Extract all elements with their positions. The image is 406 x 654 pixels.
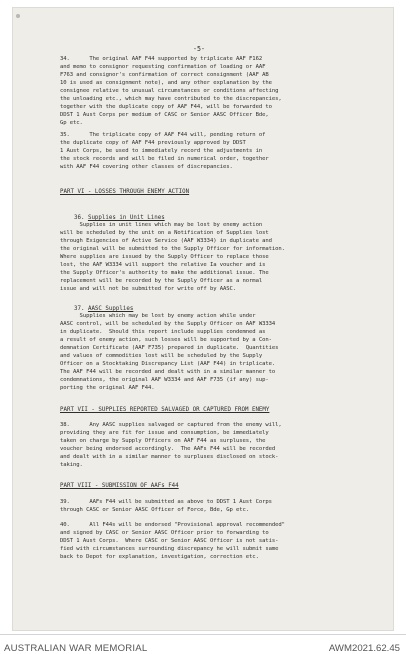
punch-hole (16, 14, 20, 18)
paragraph-35: 35. The triplicate copy of AAF F44 will, pending return of the duplicate copy of AAF F44 previously approved by DDST 1 Aust Corps, be used to immediately record the adjustments in the stock records and will be filed in numerical order, together with AAF F44 covering other classes of discrepancies. (60, 132, 269, 170)
paragraph-34: 34. The original AAF F44 supported by triplicate AAF F162 and memo to consignor requesting confirmation of loading or AAF F763 and consignor's confirmation of correct consignment (AAF AB 10 is used as consignment note), and any other explanation by the consignee relative to unusual circumstances or conditions affecting the unloading etc., which may have contributed to the discrepancies, together with the duplicate copy of AAF F44, will be forwarded to DDST 1 Aust Corps per medium of CASC or Senior AASC Officer Bde, Gp etc. (60, 56, 282, 126)
paragraph-39: 39. AAFs F44 will be submitted as above to DDST 1 Aust Corps through CASC or Senior AASC Officer of Force, Bde, Gp etc. (60, 499, 272, 513)
section-36-number: 36. (73, 215, 85, 221)
footer-accession-number: AWM2021.62.45 (328, 643, 400, 654)
part-6-heading: PART VI - LOSSES THROUGH ENEMY ACTION (60, 189, 190, 195)
part-8-heading: PART VIII - SUBMISSION OF AAFs F44 (60, 483, 179, 489)
footer-institution: AUSTRALIAN WAR MEMORIAL (4, 643, 148, 654)
document-page (13, 8, 393, 630)
section-37-number: 37. (73, 306, 85, 312)
page-number: -5- (193, 45, 205, 53)
part-7-heading: PART VII - SUPPLIES REPORTED SALVAGED OR CAPTURED FROM ENEMY (60, 407, 270, 413)
section-36-title: Supplies in Unit Lines (87, 215, 165, 221)
archive-footer (0, 634, 406, 654)
paragraph-40: 40. All F44s will be endorsed "Provisional approval recommended" and signed by CASC or Senior AASC Officer prior to forwarding to DDST 1 Aust Corps. Where CASC or Senior AASC Officer is not satis- fied with circumstances surrounding discrepancy he will submit same back to Depot for explanation, investigation, correction etc. (60, 522, 285, 560)
paragraph-37: Supplies which may be lost by enemy action while under AASC control, will be scheduled by the Supply Officer on AAF W3334 in duplicate. Should this report include supplies condemned as a result of enemy action, such losses will be supported by a Con- demnation Certificate (AAF F735) prepared in duplicate. Quantities and values of commodities lost will be scheduled by the Supply Officer on a Stocktaking Discrepancy List (AAF F44) in triplicate. The AAF F44 will be recorded and dealt with in a similar manner to condemnations, the original AAF W3334 and AAF F735 (if any) sup- porting the original AAF F44. (60, 313, 279, 391)
section-37-title: AASC Supplies (87, 306, 134, 312)
paragraph-36: Supplies in unit lines which may be lost by enemy action will be scheduled by the unit on a Notification of Supplies lost through Exigencies of Active Service (AAF W3334) in duplicate and the original will be submitted to the Supply Officer for information. Where supplies are issued by the Supply Officer to replace those lost, the AAF W3334 will support the relative Ia voucher and is the Supply Officer's authority to make the additional issue. The replacement will be recorded by the Supply Officer as a normal issue and will not be submitted for write off by AASC. (60, 222, 285, 292)
paragraph-38: 38. Any AASC supplies salvaged or captured from the enemy will, providing they are fit for issue and consumption, be immediately taken on charge by Supply Officers on AAF F44 as surpluses, the voucher being endorsed accordingly. The AAFs F44 will be recorded and dealt with in a similar manner to surpluses disclosed on stock- taking. (60, 422, 282, 468)
